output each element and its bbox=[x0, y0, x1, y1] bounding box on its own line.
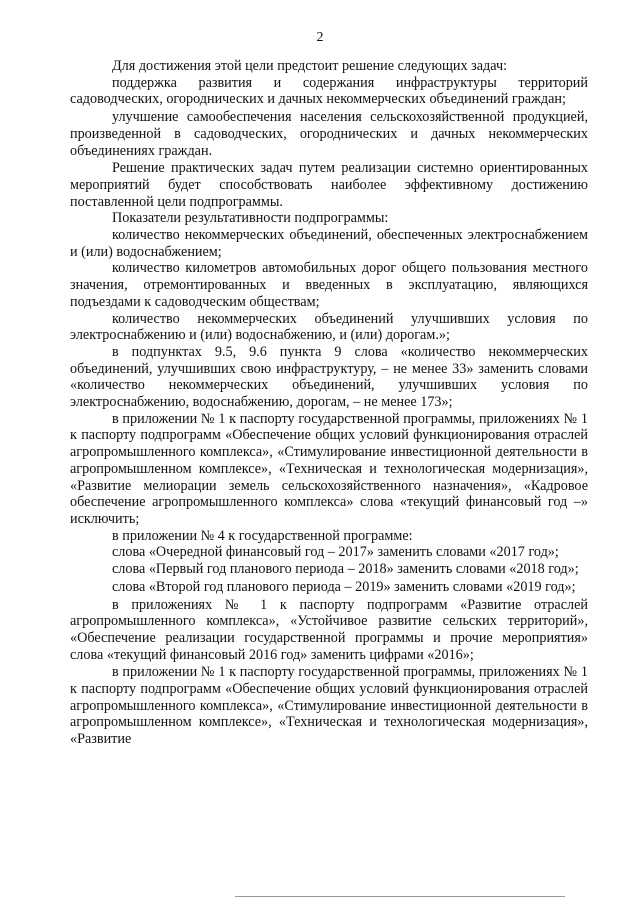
paragraph-replace-2017: слова «Очередной финансовый год – 2017» заменить словами «2017 год»; bbox=[112, 544, 559, 561]
paragraph-subclauses-9: в подпунктах 9.5, 9.6 пункта 9 слова «количество некоммерческих объединений, улучшивших свою инфраструктуру, – не менее 33» заменить словами «количество некоммерческих объединений, улучшивших условия по электроснабжению, водоснабжению, дорогам, – не менее 173»; bbox=[70, 343, 588, 411]
page-bottom-rule bbox=[235, 896, 565, 897]
paragraph-tasks-intro: Для достижения этой цели предстоит решение следующих задач: bbox=[112, 58, 508, 74]
paragraph-appendix-4: в приложении № 4 к государственной программе: bbox=[112, 527, 413, 544]
paragraph-indicators-heading: Показатели результативности подпрограммы: bbox=[112, 210, 389, 227]
paragraph-replace-2019: слова «Второй год планового периода – 2019» заменить словами «2019 год»; bbox=[112, 578, 576, 595]
paragraph-task-self-sufficiency: улучшение самообеспечения населения сельскохозяйственной продукцией, произведенной в садоводческих, огороднических и дачных некоммерческих объединениях граждан. bbox=[70, 109, 588, 159]
paragraph-appendix-1: в приложении № 1 к паспорту государственной программы, приложениях № 1 к паспорту подпрограмм «Обеспечение общих условий функционирования отраслей агропромышленного комплекса», «Стимулирование инвестиционной деятельности в агропромышленном комплексе», «Техническая и технологическая модернизация», «Развитие мелиорации земель сельскохозяйственного назначения», «Кадровое обеспечение агропромышленного комплекса» слова «текущий финансовый год –» исключить; bbox=[70, 410, 588, 527]
paragraph-indicator-improved: количество некоммерческих объединений улучшивших условия по электроснабжению и (или) водоснабжению, и (или) дорогам.»; bbox=[70, 310, 588, 344]
paragraph-indicator-associations: количество некоммерческих объединений, обеспеченных электроснабжением и (или) водоснабжением; bbox=[70, 227, 588, 260]
document-body bbox=[70, 58, 588, 748]
paragraph-replace-2018: слова «Первый год планового периода – 2018» заменить словами «2018 год»; bbox=[112, 561, 579, 578]
paragraph-solution: Решение практических задач путем реализации системно ориентированных мероприятий будет способствовать наиболее эффективному достижению поставленной цели подпрограммы. bbox=[70, 160, 588, 210]
paragraph-indicator-roads: количество километров автомобильных дорог общего пользования местного значения, отремонтированных и введенных в эксплуатацию, являющихся подъездами к садоводческим обществам; bbox=[70, 260, 588, 310]
paragraph-appendix-1-continued: в приложении № 1 к паспорту государственной программы, приложениях № 1 к паспорту подпрограмм «Обеспечение общих условий функционирования отраслей агропромышленного комплекса», «Стимулирование инвестиционной деятельности в агропромышленном комплексе», «Техническая и технологическая модернизация», «Развитие bbox=[70, 664, 588, 748]
paragraph-task-infrastructure: поддержка развития и содержания инфраструктуры территорий садоводческих, огороднических и дачных некоммерческих объединений граждан; bbox=[70, 74, 588, 108]
paragraph-appendices-2016: в приложениях № 1 к паспорту подпрограмм «Развитие отраслей агропромышленного комплекса», «Устойчивое развитие сельских территорий», «Обеспечение реализации государственной программы и прочие мероприятия» слова «текущий финансовый 2016 год» заменить цифрами «2016»; bbox=[70, 596, 588, 663]
page-number: 2 bbox=[316, 30, 324, 45]
